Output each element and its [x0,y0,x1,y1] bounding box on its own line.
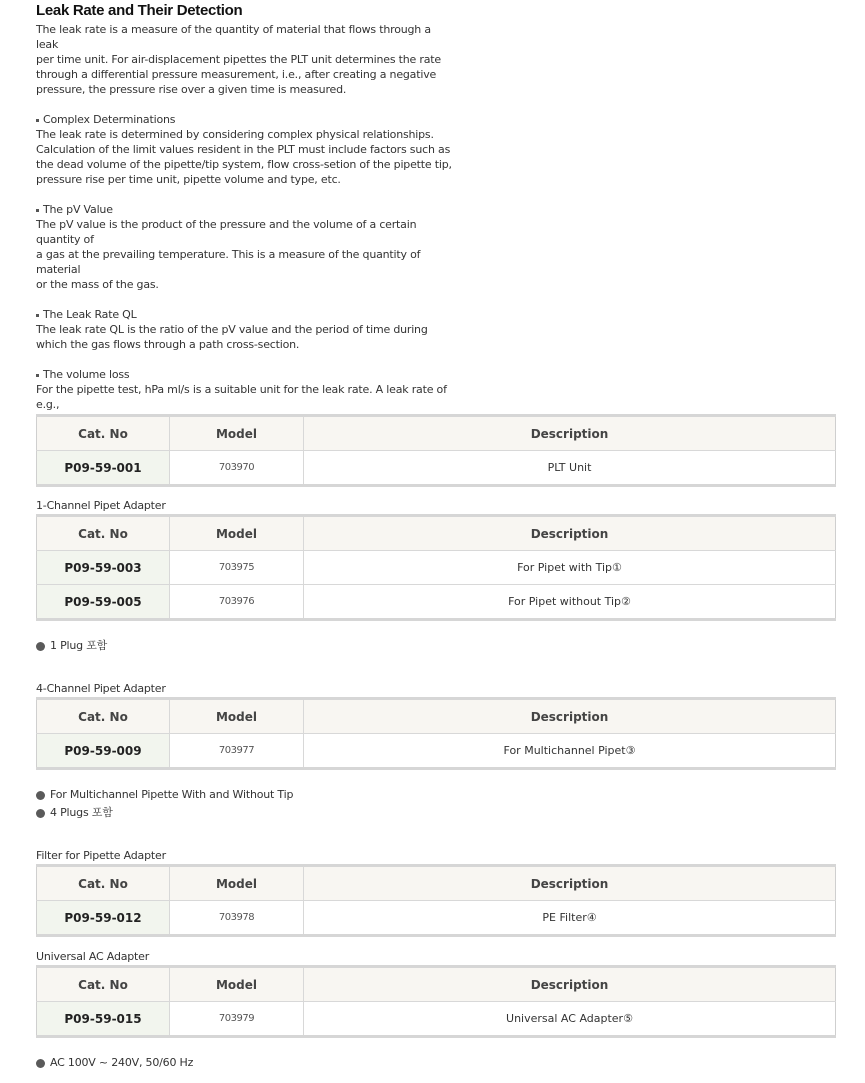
pv-value-section [36,202,456,292]
header-model: Model [170,967,304,1002]
table-row [37,585,836,620]
note-item [36,804,293,822]
bullet-dot-icon [36,642,45,651]
model-cell: 703978 [170,901,304,936]
one-channel-notes [36,637,107,655]
ac-adapter-block [36,949,836,1038]
cat-no-cell: P09-59-005 [37,585,170,620]
table-caption: Filter for Pipette Adapter [36,849,166,862]
note-text: 1 Plug 포함 [50,639,108,652]
intro-line: per time unit. For air-displacement pipettes the PLT unit determines the rate [36,53,441,66]
description-cell: Universal AC Adapter⑤ [304,1002,836,1037]
bullet-dot-icon [36,1059,45,1068]
description-cell: For Pipet without Tip② [304,585,836,620]
one-channel-adapter-block [36,498,836,621]
intro-paragraph [36,22,456,97]
page-title: Leak Rate and Their Detection [36,2,243,19]
model-cell: 703970 [170,451,304,486]
header-description: Description [304,967,836,1002]
header-cat-no: Cat. No [37,516,170,551]
table-row [37,901,836,936]
leak-rate-ql-section [36,307,456,352]
table-caption: 1-Channel Pipet Adapter [36,499,166,512]
header-model: Model [170,699,304,734]
cat-no-cell: P09-59-012 [37,901,170,936]
model-cell: 703977 [170,734,304,769]
spec-table [36,414,836,487]
model-cell: 703979 [170,1002,304,1037]
table-row [37,1002,836,1037]
spec-table [36,965,836,1038]
note-item [36,1054,193,1072]
description-cell: PLT Unit [304,451,836,486]
description-cell: For Multichannel Pipet③ [304,734,836,769]
description-cell: PE Filter④ [304,901,836,936]
section-line: or the mass of the gas. [36,278,159,291]
section-line: For the pipette test, hPa ml/s is a suitable unit for the leak rate. A leak rate of e.g., [36,383,447,411]
plt-unit-block [36,414,836,487]
intro-line: The leak rate is a measure of the quantity of material that flows through a leak [36,23,431,51]
header-model: Model [170,866,304,901]
section-line: The leak rate QL is the ratio of the pV value and the period of time during [36,323,428,336]
spec-table [36,697,836,770]
header-description: Description [304,516,836,551]
table-caption: Universal AC Adapter [36,950,150,963]
bullet-dot-icon [36,809,45,818]
spec-table [36,864,836,937]
section-line: a gas at the prevailing temperature. This is a measure of the quantity of material [36,248,421,276]
cat-no-cell: P09-59-003 [37,551,170,585]
note-text: AC 100V ~ 240V, 50/60 Hz [50,1056,194,1069]
header-cat-no: Cat. No [37,967,170,1002]
section-heading: The pV Value [36,202,456,217]
note-text: 4 Plugs 포함 [50,806,113,819]
note-item [36,786,293,804]
section-heading: Complex Determinations [36,112,456,127]
section-line: The pV value is the product of the pressure and the volume of a certain quantity of [36,218,417,246]
note-text: For Multichannel Pipette With and Without Tip [50,788,294,801]
filter-block [36,848,836,937]
header-cat-no: Cat. No [37,866,170,901]
header-description: Description [304,416,836,451]
table-caption: 4-Channel Pipet Adapter [36,682,166,695]
table-row [37,551,836,585]
header-cat-no: Cat. No [37,416,170,451]
section-line: The leak rate is determined by considering complex physical relationships. [36,128,434,141]
bullet-dot-icon [36,791,45,800]
intro-line: pressure, the pressure rise over a given time is measured. [36,83,347,96]
table-row [37,451,836,486]
section-line: pressure rise per time unit, pipette volume and type, etc. [36,173,341,186]
section-line: Calculation of the limit values resident in the PLT must include factors such as [36,143,451,156]
cat-no-cell: P09-59-001 [37,451,170,486]
model-cell: 703976 [170,585,304,620]
spec-table [36,514,836,621]
note-item [36,637,107,655]
header-model: Model [170,416,304,451]
intro-line: through a differential pressure measurement, i.e., after creating a negative [36,68,437,81]
cat-no-cell: P09-59-015 [37,1002,170,1037]
four-channel-adapter-block [36,681,836,770]
ac-adapter-notes [36,1054,193,1072]
four-channel-notes [36,786,293,822]
section-heading: The Leak Rate QL [36,307,456,322]
complex-determinations-section [36,112,456,187]
section-heading: The volume loss [36,367,456,382]
table-row [37,734,836,769]
section-line: the dead volume of the pipette/tip system, flow cross-setion of the pipette tip, [36,158,452,171]
model-cell: 703975 [170,551,304,585]
header-cat-no: Cat. No [37,699,170,734]
description-cell: For Pipet with Tip① [304,551,836,585]
header-description: Description [304,866,836,901]
section-line: which the gas flows through a path cross-section. [36,338,300,351]
cat-no-cell: P09-59-009 [37,734,170,769]
intro-text [36,22,456,427]
header-description: Description [304,699,836,734]
header-model: Model [170,516,304,551]
